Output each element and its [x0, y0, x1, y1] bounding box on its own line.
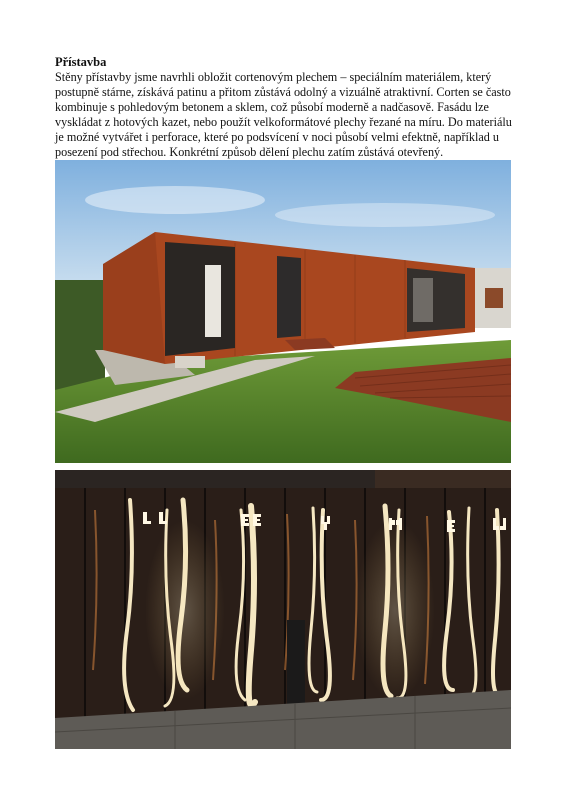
section-heading: Přístavba	[55, 55, 107, 69]
perforated-corten-fence-photo	[55, 470, 511, 749]
section-paragraph: Stěny přístavby jsme navrhli obložit cortenovým plechem – speciálním materiálem, který postupně stárne, získává patinu a přitom zůstává odolný a vizuálně atraktivní. Corten se často kombinuje s pohledovým betonem a sklem, což působí moderně a nadčasově. Fasádu lze vyskládat z hotových kazet, nebo použít velkoformátové plechy řezané na míru. Do materiálu je možné vytvářet i perforace, které po podsvícení v noci působí velmi efektně, například u posezení pod střechou. Konkrétní způsob dělení plechu zatím zůstává otevřený.	[55, 70, 512, 159]
corten-house-photo	[55, 160, 511, 463]
